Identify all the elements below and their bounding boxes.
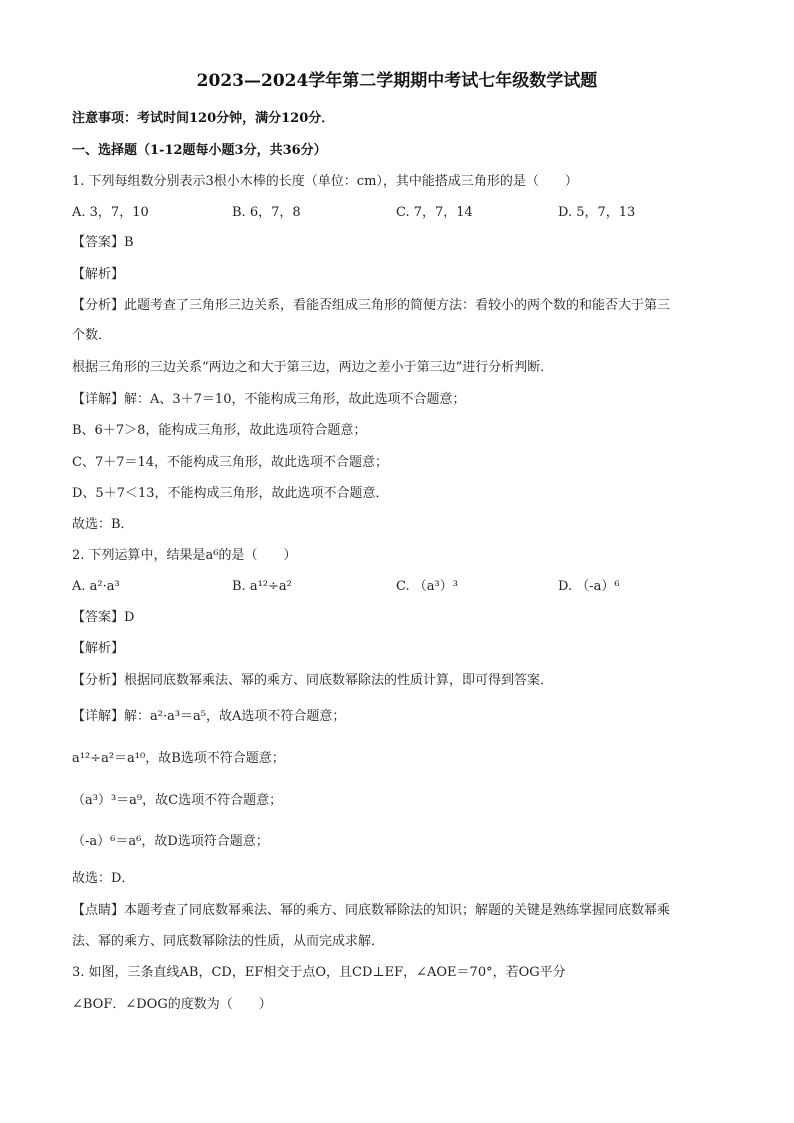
q1-stem: 1. 下列每组数分别表示3根小木棒的长度（单位：cm），其中能搭成三角形的是（ ） bbox=[72, 174, 578, 189]
q2-detail-d: （-a）⁶＝a⁶，故D选项符合题意； bbox=[72, 834, 269, 849]
q1-option-b: B. 6，7，8 bbox=[232, 205, 301, 220]
page-title: 2023—2024学年第二学期期中考试七年级数学试题 bbox=[196, 71, 598, 91]
q1-detail-a: 【详解】解：A、3＋7＝10，不能构成三角形，故此选项不合题意； bbox=[72, 392, 466, 407]
q1-fenxi-line2: 个数． bbox=[72, 328, 112, 343]
q1-option-a: A. 3，7，10 bbox=[72, 205, 149, 220]
q1-answer: 【答案】B bbox=[72, 235, 134, 250]
q2-detail-a: 【详解】解：a²·a³＝a⁵，故A选项不符合题意； bbox=[72, 709, 346, 724]
q2-fenxi: 【分析】根据同底数幂乘法、幂的乘方、同底数幂除法的性质计算，即可得到答案． bbox=[72, 673, 554, 688]
q1-choose: 故选：B． bbox=[72, 517, 134, 532]
q2-analysis-label: 【解析】 bbox=[72, 641, 125, 656]
q1-detail-d: D、5＋7＜13，不能构成三角形，故此选项不合题意． bbox=[72, 486, 389, 501]
q1-option-d: D. 5，7，13 bbox=[558, 205, 636, 220]
q1-fenxi-line1: 【分析】此题考查了三角形三边关系，看能否组成三角形的简便方法：看较小的两个数的和能否大于第三 bbox=[72, 298, 671, 313]
q2-option-a: A. a²·a³ bbox=[72, 579, 120, 594]
q2-choose: 故选：D． bbox=[72, 871, 135, 886]
q2-option-d: D. （-a）⁶ bbox=[558, 579, 620, 594]
q1-detail-c: C、7＋7＝14，不能构成三角形，故此选项不合题意； bbox=[72, 455, 389, 470]
q1-analysis-label: 【解析】 bbox=[72, 267, 125, 282]
section-heading: 一、选择题（1-12题每小题3分，共36分） bbox=[72, 143, 327, 158]
q2-dianjing-line2: 法、幂的乘方、同底数幂除法的性质，从而完成求解． bbox=[72, 934, 385, 949]
q2-stem: 2. 下列运算中，结果是a⁶的是（ ） bbox=[72, 548, 297, 563]
q2-option-c: C. （a³）³ bbox=[396, 579, 458, 594]
q2-detail-c: （a³）³＝a⁹，故C选项不符合题意； bbox=[72, 793, 283, 808]
exam-notice: 注意事项：考试时间120分钟，满分120分． bbox=[72, 111, 335, 126]
q1-rule: 根据三角形的三边关系“两边之和大于第三边，两边之差小于第三边”进行分析判断． bbox=[72, 360, 554, 375]
q2-dianjing-line1: 【点睛】本题考查了同底数幂乘法、幂的乘方、同底数幂除法的知识；解题的关键是熟练掌握同底数幂乘 bbox=[72, 903, 671, 918]
q1-detail-b: B、6＋7＞8，能构成三角形，故此选项符合题意； bbox=[72, 423, 367, 438]
q3-stem-line1: 3. 如图，三条直线AB，CD，EF相交于点O，且CD⊥EF，∠AOE＝70°，若OG平分 bbox=[72, 965, 566, 980]
q3-stem-line2: ∠BOF．∠DOG的度数为（ ） bbox=[72, 997, 272, 1012]
q2-detail-b: a¹²÷a²＝a¹⁰，故B选项不符合题意； bbox=[72, 751, 285, 766]
q1-option-c: C. 7，7，14 bbox=[396, 205, 473, 220]
q2-answer: 【答案】D bbox=[72, 610, 135, 625]
q2-option-b: B. a¹²÷a² bbox=[232, 579, 292, 594]
